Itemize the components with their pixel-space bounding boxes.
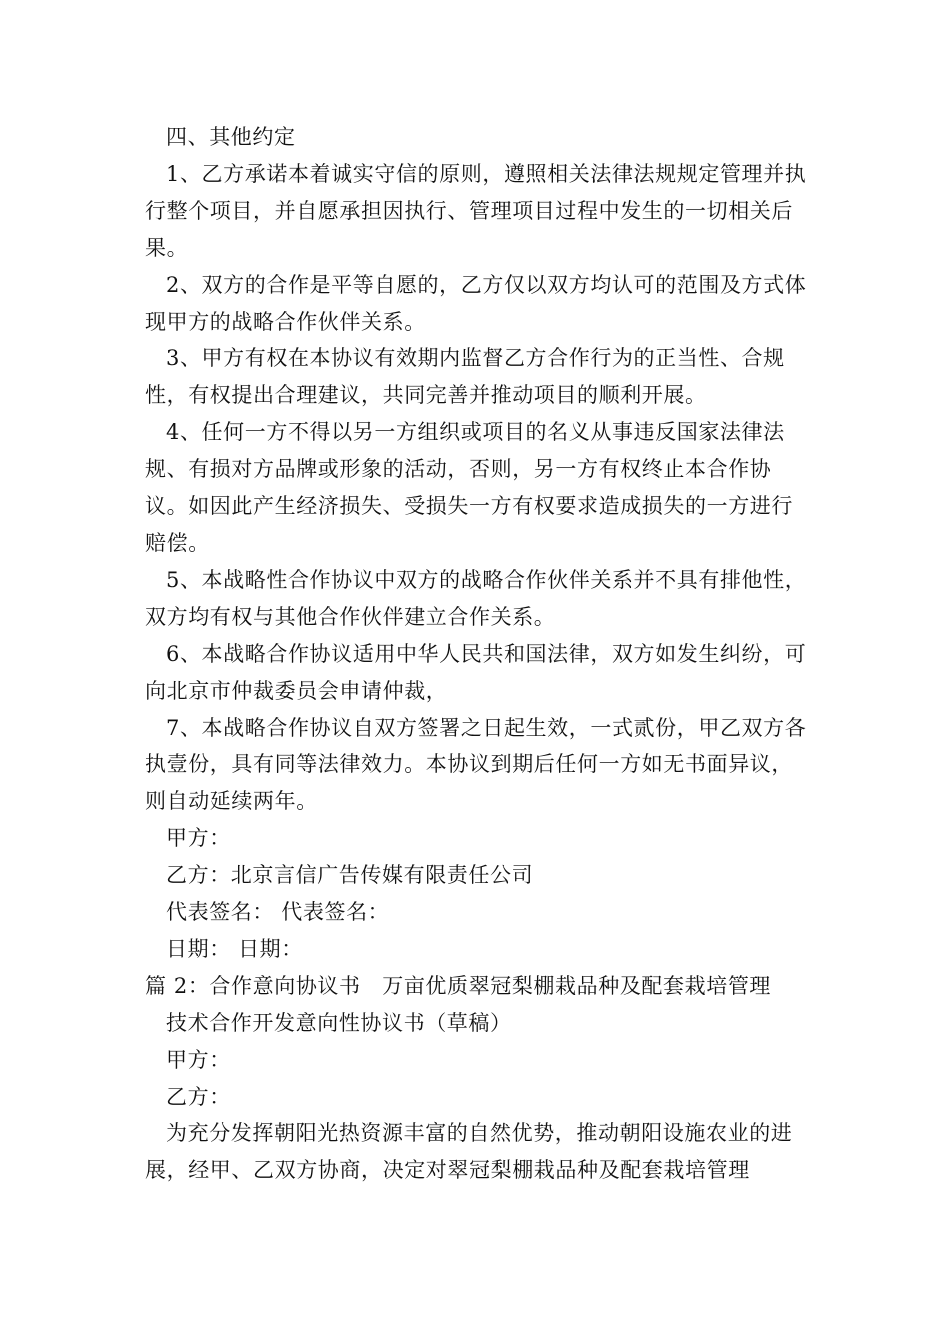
date-line: 日期： 日期： [166, 936, 303, 961]
signature-line: 代表签名： 代表签名： [166, 900, 390, 925]
clause-6: 6、本战略合作协议适用中华人民共和国法律，双方如发生纠纷，可向北京市仲裁委员会申请仲裁， [145, 641, 807, 703]
document-body [145, 119, 810, 1189]
part2-party-a: 甲方： [166, 1047, 231, 1072]
clause-7: 7、本战略合作协议自双方签署之日起生效，一式贰份，甲乙双方各执壹份，具有同等法律效力。本协议到期后任何一方如无书面异议，则自动延续两年。 [145, 715, 807, 814]
party-b-line: 乙方：北京言信广告传媒有限责任公司 [166, 863, 534, 888]
part2-party-b: 乙方： [166, 1084, 231, 1109]
clause-1: 1、乙方承诺本着诚实守信的原则，遵照相关法律法规规定管理并执行整个项目，并自愿承担因执行、管理项目过程中发生的一切相关后果。 [145, 161, 807, 260]
section-heading: 四、其他约定 [166, 125, 296, 149]
party-a-line: 甲方： [166, 826, 231, 851]
part2-subtitle: 技术合作开发意向性协议书（草稿） [166, 1010, 512, 1035]
clause-5: 5、本战略性合作协议中双方的战略合作伙伴关系并不具有排他性，双方均有权与其他合作伙伴建立合作关系。 [145, 567, 807, 629]
part2-title: 篇 2：合作意向协议书 万亩优质翠冠梨棚栽品种及配套栽培管理 [145, 973, 772, 998]
clause-2: 2、双方的合作是平等自愿的，乙方仅以双方均认可的范围及方式体现甲方的战略合作伙伴关系。 [145, 272, 807, 334]
clause-3: 3、甲方有权在本协议有效期内监督乙方合作行为的正当性、合规性，有权提出合理建议，共同完善并推动项目的顺利开展。 [145, 346, 785, 408]
clause-4: 4、任何一方不得以另一方组织或项目的名义从事违反国家法律法规、有损对方品牌或形象的活动，否则，另一方有权终止本合作协议。如因此产生经济损失、受损失一方有权要求造成损失的一方进行赔偿。 [145, 420, 793, 555]
part2-intro: 为充分发挥朝阳光热资源丰富的自然优势，推动朝阳设施农业的进展，经甲、乙双方协商，决定对翠冠梨棚栽品种及配套栽培管理 [145, 1121, 793, 1183]
